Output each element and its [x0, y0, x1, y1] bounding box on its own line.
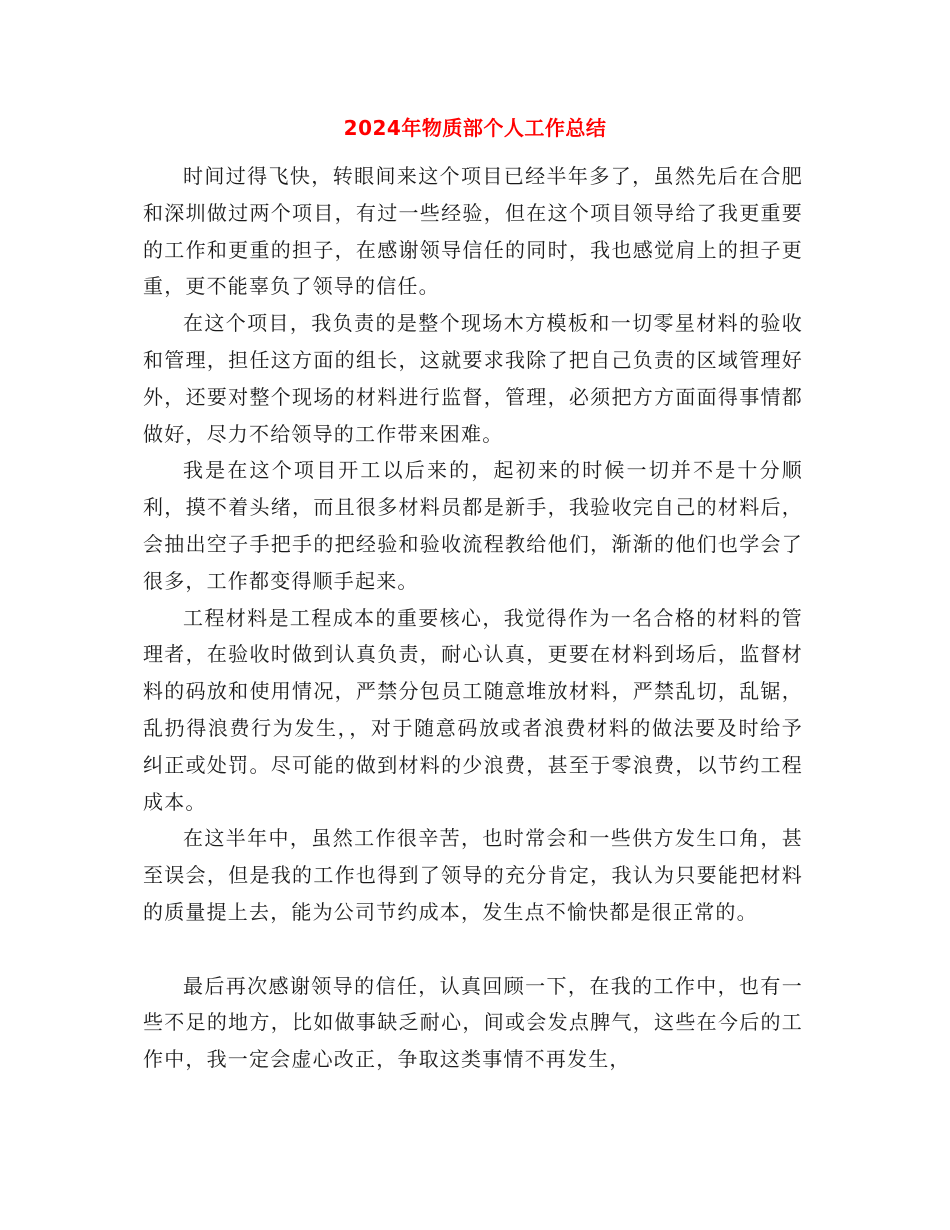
paragraph-5: 在这半年中，虽然工作很辛苦，也时常会和一些供方发生口角，甚至误会，但是我的工作也得到了领导的充分肯定，我认为只要能把材料的质量提上去，能为公司节约成本，发生点不愉快都是很正常的。 [143, 826, 803, 924]
paragraph-6: 最后再次感谢领导的信任，认真回顾一下，在我的工作中，也有一些不足的地方，比如做事缺乏耐心，间或会发点脾气，这些在今后的工作中，我一定会虚心改正，争取这类事情不再发生， [143, 973, 803, 1072]
document-title: 2024年物质部个人工作总结 [343, 116, 607, 140]
paragraph-1: 时间过得飞快，转眼间来这个项目已经半年多了，虽然先后在合肥和深圳做过两个项目，有过一些经验，但在这个项目领导给了我更重要的工作和更重的担子，在感谢领导信任的同时，我也感觉肩上的担子更重，更不能辜负了领导的信任。 [143, 164, 803, 299]
paragraph-3: 我是在这个项目开工以后来的，起初来的时候一切并不是十分顺利，摸不着头绪，而且很多材料员都是新手，我验收完自己的材料后，会抽出空子手把手的把经验和验收流程教给他们，渐渐的他们也学会了很多，工作都变得顺手起来。 [143, 458, 803, 593]
paragraph-4: 工程材料是工程成本的重要核心，我觉得作为一名合格的材料的管理者，在验收时做到认真负责，耐心认真，更要在材料到场后，监督材料的码放和使用情况，严禁分包员工随意堆放材料，严禁乱切，乱锯，乱扔得浪费行为发生，，对于随意码放或者浪费材料的做法要及时给予纠正或处罚。尽可能的做到材料的少浪费，甚至于零浪费，以节约工程成本。 [143, 605, 803, 814]
paragraph-2: 在这个项目，我负责的是整个现场木方模板和一切零星材料的验收和管理，担任这方面的组长，这就要求我除了把自己负责的区域管理好外，还要对整个现场的材料进行监督，管理，必须把方方面面得事情都做好，尽力不给领导的工作带来困难。 [143, 311, 803, 446]
document-body [143, 158, 803, 1078]
